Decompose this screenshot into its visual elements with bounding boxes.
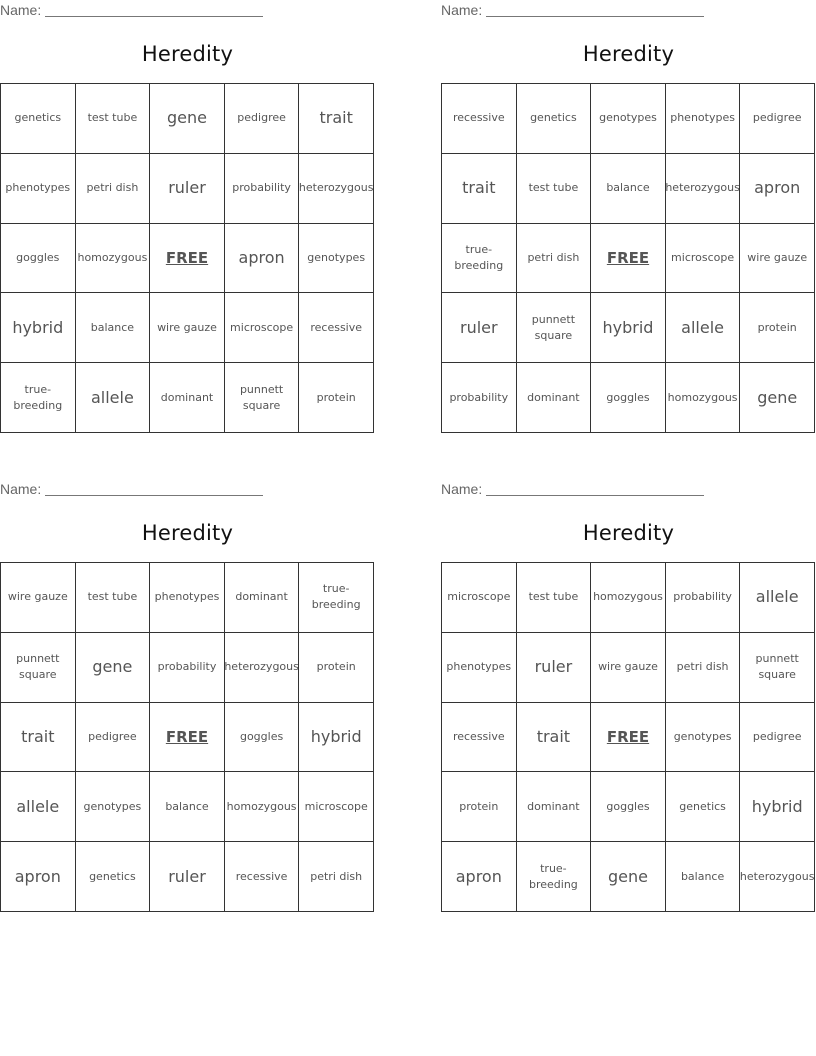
bingo-cell xyxy=(299,842,374,912)
bingo-cell xyxy=(740,293,815,363)
bingo-cell-text: FREE xyxy=(606,727,650,746)
bingo-cell xyxy=(150,363,225,433)
bingo-cell xyxy=(442,363,517,433)
bingo-cell-text: pedigree xyxy=(88,729,137,743)
name-label: Name: xyxy=(441,481,483,497)
bingo-cell xyxy=(517,154,592,224)
bingo-cell xyxy=(740,842,815,912)
bingo-cell-text: apron xyxy=(238,247,285,267)
bingo-cell xyxy=(740,633,815,703)
bingo-cell-text: allele xyxy=(16,796,60,816)
bingo-cell-text: wire gauze xyxy=(7,590,68,604)
bingo-cell-text: wire gauze xyxy=(157,320,217,334)
bingo-cell-text: protein xyxy=(459,799,499,813)
bingo-cell xyxy=(666,842,741,912)
bingo-cell-text: ruler xyxy=(460,317,498,337)
bingo-cell xyxy=(442,293,517,363)
bingo-cell xyxy=(1,84,76,154)
bingo-cell-text: goggles xyxy=(606,390,650,404)
bingo-cell-text: test tube xyxy=(528,590,579,604)
bingo-cell xyxy=(76,154,151,224)
bingo-cell-text: punnett square xyxy=(531,312,576,342)
bingo-cell-text: gene xyxy=(92,657,133,677)
bingo-cell-text: gene xyxy=(167,108,207,128)
bingo-cell xyxy=(299,633,374,703)
bingo-cell xyxy=(76,563,151,633)
bingo-card-4 xyxy=(441,479,816,919)
bingo-cell-text: pedigree xyxy=(237,111,286,125)
bingo-cell-text: genotypes xyxy=(599,111,657,125)
bingo-cell-text: dominant xyxy=(235,590,288,604)
bingo-cell xyxy=(517,703,592,773)
bingo-cell-text: balance xyxy=(165,799,209,813)
bingo-cell-text: phenotypes xyxy=(5,181,71,195)
bingo-cell-text: apron xyxy=(455,866,502,886)
bingo-cell-text: microscope xyxy=(671,250,735,264)
bingo-cell-text: genetics xyxy=(530,111,577,125)
bingo-card-2 xyxy=(441,0,816,440)
bingo-cell-text: probability xyxy=(449,390,509,404)
bingo-cell xyxy=(666,154,741,224)
bingo-cell-text: test tube xyxy=(87,590,138,604)
bingo-cell-text: hybrid xyxy=(602,317,654,337)
bingo-cell-text: heterozygous xyxy=(224,660,299,674)
bingo-cell xyxy=(442,154,517,224)
bingo-cell xyxy=(517,84,592,154)
bingo-cell xyxy=(1,703,76,773)
card-title: Heredity xyxy=(582,521,675,545)
bingo-cell-text: pedigree xyxy=(752,729,802,743)
bingo-cell-text: dominant xyxy=(527,390,580,404)
bingo-cell-text: allele xyxy=(90,387,134,407)
bingo-cell-text: homozygous xyxy=(77,250,148,264)
bingo-grid xyxy=(441,562,815,912)
bingo-cell xyxy=(225,842,300,912)
bingo-cell xyxy=(225,633,300,703)
bingo-cell xyxy=(591,363,666,433)
name-blank-line xyxy=(45,481,263,496)
bingo-cell-text: gene xyxy=(757,387,798,407)
bingo-cell xyxy=(740,224,815,294)
bingo-grid xyxy=(0,562,374,912)
bingo-cell xyxy=(591,84,666,154)
bingo-cell-text: heterozygous xyxy=(665,181,740,195)
bingo-cell xyxy=(740,563,815,633)
bingo-cell xyxy=(442,633,517,703)
bingo-cell-text: recessive xyxy=(310,320,363,334)
name-field xyxy=(0,2,263,18)
bingo-cell-text: punnett square xyxy=(239,382,284,412)
bingo-cell-text: genetics xyxy=(89,869,136,883)
bingo-cell xyxy=(225,363,300,433)
bingo-cell-text: protein xyxy=(316,660,356,674)
bingo-cell-text: protein xyxy=(757,320,797,334)
bingo-cell-text: punnett square xyxy=(755,652,799,682)
bingo-cell-text: FREE xyxy=(606,248,650,267)
bingo-cell xyxy=(517,772,592,842)
bingo-cell xyxy=(442,224,517,294)
bingo-cell xyxy=(1,224,76,294)
bingo-cell-text: dominant xyxy=(160,390,214,404)
bingo-cell-text: pedigree xyxy=(752,111,802,125)
bingo-cell-text: ruler xyxy=(168,178,206,198)
bingo-cell-text: punnett square xyxy=(16,652,60,682)
bingo-cell xyxy=(666,363,741,433)
bingo-cell xyxy=(76,224,151,294)
bingo-cell xyxy=(76,363,151,433)
bingo-cell-text: true-breeding xyxy=(311,582,361,612)
bingo-cell xyxy=(150,154,225,224)
bingo-grid xyxy=(441,83,815,433)
bingo-cell-text: genetics xyxy=(14,111,62,125)
bingo-cell xyxy=(1,772,76,842)
bingo-cell xyxy=(225,84,300,154)
bingo-cell-text: homozygous xyxy=(667,390,738,404)
bingo-cell xyxy=(1,154,76,224)
bingo-cell xyxy=(666,563,741,633)
name-label: Name: xyxy=(0,481,42,497)
bingo-cell xyxy=(150,633,225,703)
bingo-cell-text: microscope xyxy=(447,590,511,604)
bingo-cell xyxy=(517,633,592,703)
name-blank-line xyxy=(45,2,263,17)
bingo-cell xyxy=(225,772,300,842)
bingo-cell-text: goggles xyxy=(239,729,284,743)
bingo-cell xyxy=(299,154,374,224)
bingo-cell-text: allele xyxy=(755,587,799,607)
bingo-cell-text: petri dish xyxy=(86,181,139,195)
bingo-cell-text: ruler xyxy=(168,866,206,886)
bingo-cell-text: hybrid xyxy=(12,317,64,337)
bingo-cell-text: microscope xyxy=(304,799,368,813)
bingo-cell-text: trait xyxy=(536,726,571,746)
bingo-cell xyxy=(225,224,300,294)
bingo-cell-text: gene xyxy=(608,866,648,886)
name-label: Name: xyxy=(0,2,42,18)
bingo-cell-text: trait xyxy=(462,178,496,198)
bingo-cell xyxy=(225,563,300,633)
bingo-card-3 xyxy=(0,479,375,919)
bingo-cell-text: apron xyxy=(754,178,801,198)
bingo-cell-text: hybrid xyxy=(751,796,803,816)
bingo-grid xyxy=(0,83,374,433)
card-title: Heredity xyxy=(141,521,234,545)
bingo-cell-text: FREE xyxy=(165,727,209,746)
bingo-cell xyxy=(442,842,517,912)
bingo-cell-text: balance xyxy=(606,181,650,195)
bingo-cell xyxy=(1,842,76,912)
bingo-cell-text: balance xyxy=(680,869,725,883)
bingo-cell-text: genotypes xyxy=(307,250,366,264)
bingo-cell xyxy=(591,842,666,912)
bingo-cell xyxy=(1,633,76,703)
name-label: Name: xyxy=(441,2,483,18)
name-blank-line xyxy=(486,2,704,17)
bingo-cell-text: petri dish xyxy=(676,660,729,674)
bingo-cell-text: hybrid xyxy=(310,726,362,746)
bingo-cell xyxy=(666,84,741,154)
bingo-cell xyxy=(591,563,666,633)
bingo-cell xyxy=(740,772,815,842)
bingo-cell-text: goggles xyxy=(16,250,60,264)
bingo-card-1 xyxy=(0,0,375,440)
bingo-cell xyxy=(225,293,300,363)
bingo-cell xyxy=(740,84,815,154)
bingo-cell xyxy=(740,363,815,433)
card-title: Heredity xyxy=(582,42,675,66)
bingo-cell xyxy=(299,772,374,842)
bingo-cell xyxy=(299,224,374,294)
bingo-cell-text: true-breeding xyxy=(528,861,578,891)
bingo-cell xyxy=(517,563,592,633)
name-field xyxy=(441,2,704,18)
bingo-cell xyxy=(591,633,666,703)
bingo-cell-text: recessive xyxy=(452,729,505,743)
bingo-cell-text: protein xyxy=(316,390,356,404)
bingo-cell-text: wire gauze xyxy=(747,250,808,264)
bingo-cell xyxy=(442,772,517,842)
bingo-cell-text: apron xyxy=(14,866,61,886)
bingo-cell-text: homozygous xyxy=(593,590,663,604)
bingo-cell-text: probability xyxy=(157,660,217,674)
bingo-cell xyxy=(150,563,225,633)
bingo-cell xyxy=(517,224,592,294)
bingo-cell xyxy=(666,772,741,842)
bingo-cell xyxy=(299,84,374,154)
bingo-cell-text: petri dish xyxy=(310,869,363,883)
bingo-cell-text: heterozygous xyxy=(299,181,374,195)
bingo-cell xyxy=(591,154,666,224)
bingo-cell xyxy=(1,293,76,363)
bingo-cell-text: FREE xyxy=(165,248,209,267)
bingo-cell xyxy=(517,842,592,912)
bingo-cell xyxy=(740,703,815,773)
bingo-cell-text: homozygous xyxy=(226,799,297,813)
bingo-cell-text: trait xyxy=(21,726,55,746)
free-space xyxy=(150,224,225,294)
bingo-cell xyxy=(740,154,815,224)
bingo-cell xyxy=(299,293,374,363)
bingo-cell xyxy=(442,703,517,773)
bingo-cell-text: genetics xyxy=(679,799,726,813)
bingo-cell xyxy=(76,772,151,842)
bingo-cell-text: probability xyxy=(673,590,732,604)
bingo-cell-text: heterozygous xyxy=(740,869,815,883)
bingo-cell xyxy=(150,842,225,912)
bingo-cell xyxy=(666,293,741,363)
free-space xyxy=(150,703,225,773)
bingo-cell xyxy=(76,293,151,363)
bingo-cell xyxy=(1,363,76,433)
bingo-cell-text: phenotypes xyxy=(446,660,512,674)
bingo-cell xyxy=(150,293,225,363)
bingo-cell-text: allele xyxy=(681,317,724,337)
bingo-cell-text: genotypes xyxy=(673,729,732,743)
bingo-cell xyxy=(1,563,76,633)
bingo-cell-text: phenotypes xyxy=(154,590,220,604)
bingo-cell xyxy=(666,703,741,773)
bingo-cell xyxy=(517,363,592,433)
bingo-cell xyxy=(150,772,225,842)
bingo-cell xyxy=(76,633,151,703)
bingo-cell-text: test tube xyxy=(528,181,579,195)
name-field xyxy=(441,481,704,497)
bingo-cell-text: balance xyxy=(90,320,135,334)
bingo-cell-text: true-breeding xyxy=(454,242,504,272)
bingo-cell-text: true-breeding xyxy=(13,382,63,412)
bingo-cell xyxy=(299,703,374,773)
bingo-cell-text: genotypes xyxy=(83,799,142,813)
bingo-cell-text: dominant xyxy=(527,799,580,813)
bingo-cell xyxy=(517,293,592,363)
name-blank-line xyxy=(486,481,704,496)
bingo-cell xyxy=(666,224,741,294)
bingo-cell xyxy=(666,633,741,703)
bingo-cell xyxy=(442,84,517,154)
bingo-cell xyxy=(442,563,517,633)
bingo-cell-text: test tube xyxy=(87,111,138,125)
bingo-cell xyxy=(225,154,300,224)
bingo-cell xyxy=(225,703,300,773)
bingo-cell-text: recessive xyxy=(235,869,288,883)
bingo-cell xyxy=(76,84,151,154)
bingo-cell-text: goggles xyxy=(606,799,650,813)
card-title: Heredity xyxy=(141,42,234,66)
name-field xyxy=(0,481,263,497)
bingo-cell xyxy=(591,772,666,842)
bingo-cell xyxy=(299,563,374,633)
free-space xyxy=(591,224,666,294)
bingo-cell xyxy=(76,842,151,912)
bingo-cell xyxy=(299,363,374,433)
bingo-cell-text: phenotypes xyxy=(670,111,735,125)
free-space xyxy=(591,703,666,773)
bingo-cell xyxy=(76,703,151,773)
bingo-cell-text: microscope xyxy=(230,320,294,334)
bingo-cell xyxy=(591,293,666,363)
bingo-cell-text: recessive xyxy=(452,111,505,125)
bingo-cell-text: probability xyxy=(232,181,291,195)
bingo-cell-text: petri dish xyxy=(527,250,580,264)
bingo-cell xyxy=(150,84,225,154)
bingo-cell-text: trait xyxy=(319,108,353,128)
bingo-cell-text: wire gauze xyxy=(598,660,658,674)
bingo-cell-text: ruler xyxy=(534,657,573,677)
